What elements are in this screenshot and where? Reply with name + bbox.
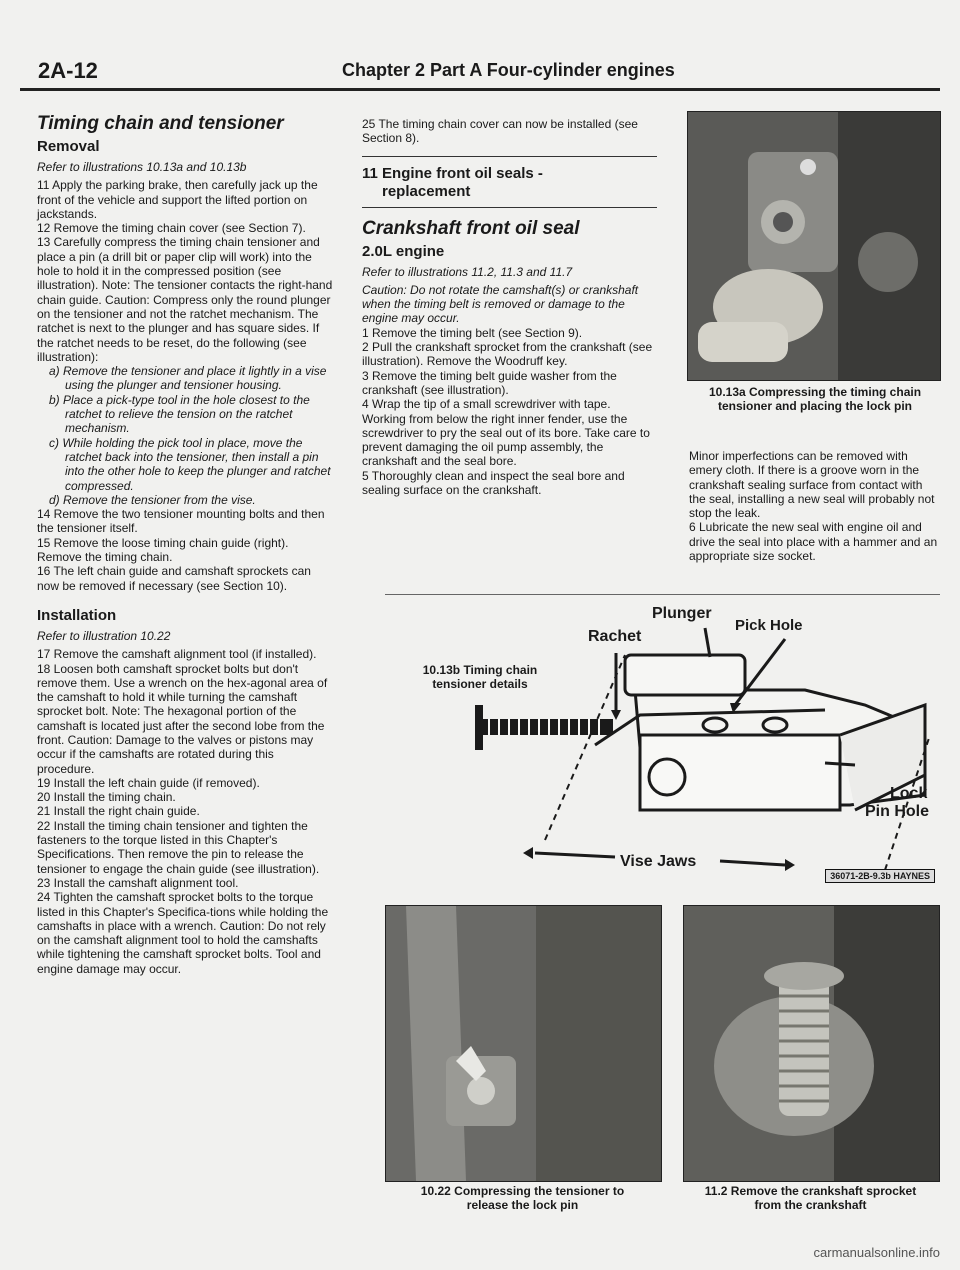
substep-a: a) Remove the tensioner and place it lightly in a vise using the plunger and tensioner housing. <box>49 364 327 393</box>
seal-step-2: 2 Pull the crankshaft sprocket from the crankshaft (see illustration). Remove the Woodruff key. <box>362 340 653 369</box>
step-23: 23 Install the camshaft alignment tool. <box>37 875 239 890</box>
step-12: 12 Remove the timing chain cover (see Section 7). <box>37 221 306 236</box>
section-11-line2: replacement <box>382 182 471 200</box>
watermark: carmanualsonline.info <box>813 1245 940 1260</box>
step-15: 15 Remove the loose timing chain guide (right). Remove the timing chain. <box>37 535 289 565</box>
section-11-line1: 11 Engine front oil seals - <box>362 164 543 182</box>
seal-step-6: 6 Lubricate the new seal with engine oil and drive the seal into place with a hammer and an appropriate size socket. <box>689 520 938 564</box>
label-pick-hole: Pick Hole <box>735 617 803 634</box>
step-21: 21 Install the right chain guide. <box>37 804 200 819</box>
seal-step-5: 5 Thoroughly clean and inspect the seal bore and sealing surface on the crankshaft. <box>362 468 625 498</box>
installation-reference: Refer to illustration 10.22 <box>37 628 171 643</box>
left-column <box>37 113 334 976</box>
removal-heading: Removal <box>37 138 100 155</box>
minor-imperfections: Minor imperfections can be removed with emery cloth. If there is a groove worn in the crankshaft sealing surface from contact with the seal, installing a new seal will probably not stop the leak. <box>689 449 935 521</box>
page-number: 2A-12 <box>38 58 98 83</box>
caption-11-2 <box>683 1184 938 1212</box>
caption-11-2-line2: from the crankshaft <box>754 1198 867 1212</box>
diagram-10-13b <box>385 595 940 895</box>
step-11: 11 Apply the parking brake, then carefully jack up the front of the vehicle and support the lifted portion on jackstands. <box>37 178 318 221</box>
step-17: 17 Remove the camshaft alignment tool (if installed). <box>37 647 317 662</box>
label-lock: Lock <box>890 785 928 802</box>
caption-10-13b-line1: 10.13b Timing chain <box>422 663 538 677</box>
photo-10-13a <box>687 111 941 381</box>
seal-step-4: 4 Wrap the tip of a small screwdriver with tape. Working from below the right inner fender, use the screwdriver to pry the seal out of its bore. Take care to prevent damaging the oil pump assembly, the crankshaft and the seal bore. <box>362 397 650 469</box>
removal-reference: Refer to illustrations 10.13a and 10.13b <box>37 160 247 174</box>
substep-d: d) Remove the tensioner from the vise. <box>49 492 256 507</box>
label-pin-hole: Pin Hole <box>865 803 930 820</box>
section-11-heading <box>362 156 657 208</box>
step-20: 20 Install the timing chain. <box>37 790 176 805</box>
caption-10-22-line1: 10.22 Compressing the tensioner to <box>420 1184 625 1198</box>
middle-column <box>362 117 657 497</box>
crankshaft-caution: Caution: Do not rotate the camshaft(s) or crankshaft when the timing belt is removed or damage to the engine may occur. <box>362 282 639 326</box>
step-22: 22 Install the timing chain tensioner and tighten the fasteners to the torque listed in this Chapter's Specifications. Then remove the pin to release the tensioner to engage the chain guide (see illustration). <box>37 818 320 876</box>
photo-10-22 <box>385 905 662 1182</box>
haynes-code: 36071-2B-9.3b HAYNES <box>825 869 935 883</box>
step-24: 24 Tighten the camshaft sprocket bolts to the torque listed in this Chapter's Specifica-tions while holding the camshafts in place with a wrench. Caution: Do not rely on the camshaft alignment tool to hold the camshafts while tightening the camshaft sprocket bolts. Tool and engine damage may occur. <box>37 890 329 976</box>
step-13: 13 Carefully compress the timing chain tensioner and place a pin (a drill bit or paper clip will work) into the hole to hold it in the compressed position (see illustration). Note: The tensioner contacts the right-hand chain guide. Caution: Compress only the round plunger on the tensioner and not the ratchet mechanism. The ratchet is next to the plunger and has square sides. If the ratchet needs to be reset, do the following (see illustration): <box>37 235 333 364</box>
label-vise-jaws: Vise Jaws <box>620 853 697 870</box>
chapter-title: Chapter 2 Part A Four-cylinder engines <box>342 60 675 80</box>
caption-10-13b-line2: tensioner details <box>432 677 528 691</box>
engine-heading: 2.0L engine <box>362 242 445 260</box>
crankshaft-seal-title: Crankshaft front oil seal <box>362 217 580 239</box>
right-column <box>689 449 942 563</box>
photo-11-2 <box>683 905 940 1182</box>
caption-10-22-line2: release the lock pin <box>466 1198 579 1212</box>
step-19: 19 Install the left chain guide (if removed). <box>37 775 260 790</box>
installation-heading: Installation <box>37 606 117 624</box>
step-25: 25 The timing chain cover can now be installed (see Section 8). <box>362 117 638 146</box>
caption-10-13b <box>395 663 565 691</box>
seal-step-1: 1 Remove the timing belt (see Section 9). <box>362 325 583 340</box>
crankshaft-reference: Refer to illustrations 11.2, 11.3 and 11.7 <box>362 264 573 279</box>
caption-11-2-line1: 11.2 Remove the crankshaft sprocket <box>704 1184 917 1198</box>
step-18: 18 Loosen both camshaft sprocket bolts but don't remove them. Use a wrench on the hex-agonal area of the camshaft to hold it while turning the camshaft sprocket bolt. Note: The hexagonal portion of the camshaft is located just after the second lobe from the front. Caution: Damage to the valves or pistons may occur if the camshafts are rotated during this procedure. <box>37 661 328 776</box>
substep-c: c) While holding the pick tool in place, move the ratchet back into the tensioner, then install a pin into the other hole to keep the plunger and ratchet compressed. <box>49 435 331 493</box>
section-title-timing-chain: Timing chain and tensioner <box>37 113 284 134</box>
substep-b: b) Place a pick-type tool in the hole closest to the ratchet to relieve the tension on the ratchet mechanism. <box>49 392 310 436</box>
label-plunger: Plunger <box>652 605 712 622</box>
caption-10-13a: 10.13a Compressing the timing chain tensioner and placing the lock pin <box>708 385 922 413</box>
page-header <box>20 55 940 91</box>
caption-10-22 <box>385 1184 660 1212</box>
step-14: 14 Remove the two tensioner mounting bolts and then the tensioner itself. <box>37 507 325 536</box>
label-rachet: Rachet <box>588 628 642 645</box>
seal-step-3: 3 Remove the timing belt guide washer from the crankshaft (see illustration). <box>362 368 617 397</box>
step-16: 16 The left chain guide and camshaft sprockets can now be removed if necessary (see Section 10). <box>37 564 311 593</box>
header-rule <box>20 88 940 91</box>
